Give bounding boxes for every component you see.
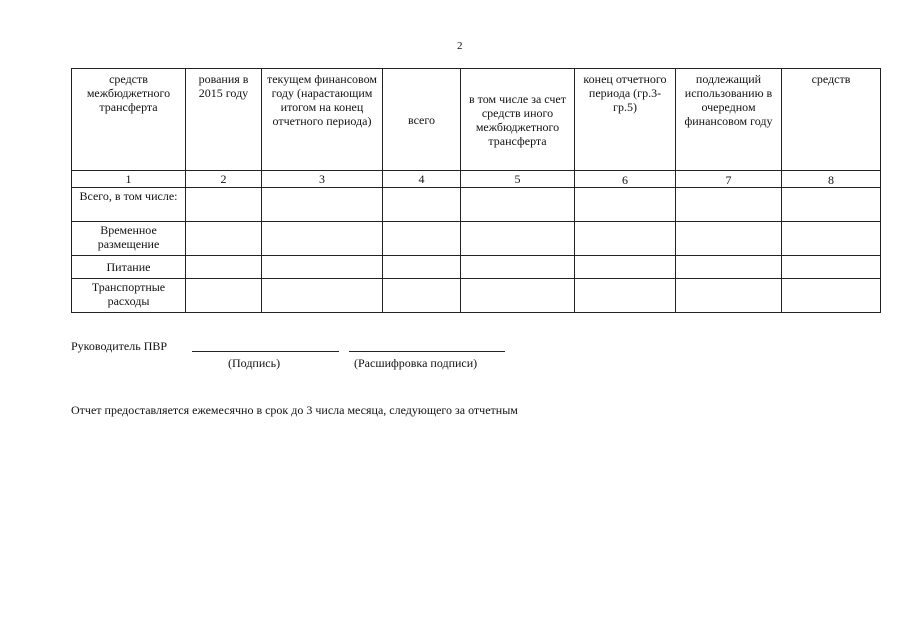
empty-cell [383, 188, 461, 222]
row-label: Питание [72, 256, 186, 279]
column-number: 1 [72, 171, 186, 188]
header-cell-3: текущем финансовом году (нарастающим итогом на конец отчетного периода) [262, 69, 383, 171]
empty-cell [383, 222, 461, 256]
column-number: 3 [262, 171, 383, 188]
column-number: 5 [461, 171, 575, 188]
table-row [72, 256, 881, 279]
signature-decode-line [349, 351, 505, 352]
empty-cell [186, 188, 262, 222]
header-cell-2: рования в 2015 году [186, 69, 262, 171]
header-cell-6: конец отчетного периода (гр.3-гр.5) [575, 69, 676, 171]
empty-cell [575, 279, 676, 313]
signature-line [192, 351, 339, 352]
empty-cell [575, 222, 676, 256]
empty-cell [186, 222, 262, 256]
empty-cell [186, 256, 262, 279]
empty-cell [461, 188, 575, 222]
column-number: 6 [575, 171, 676, 188]
empty-cell [782, 279, 881, 313]
empty-cell [461, 222, 575, 256]
table-row [72, 188, 881, 222]
page-number: 2 [457, 40, 463, 52]
empty-cell [186, 279, 262, 313]
report-note: Отчет предоставляется ежемесячно в срок до 3 числа месяца, следующего за отчетным [71, 403, 518, 417]
empty-cell [782, 222, 881, 256]
header-cell-7: подлежащий использованию в очередном финансовом году [676, 69, 782, 171]
row-label: Временное размещение [72, 222, 186, 256]
column-number: 4 [383, 171, 461, 188]
empty-cell [383, 279, 461, 313]
row-label: Всего, в том числе: [72, 188, 186, 222]
column-number: 2 [186, 171, 262, 188]
header-cell-8: средств [782, 69, 881, 171]
row-label: Транспортные расходы [72, 279, 186, 313]
signature-caption: (Подпись) [228, 356, 281, 370]
report-table [71, 68, 881, 313]
empty-cell [262, 279, 383, 313]
table-row [72, 222, 881, 256]
empty-cell [676, 222, 782, 256]
empty-cell [262, 222, 383, 256]
empty-cell [461, 256, 575, 279]
signature-label: Руководитель ПВР [71, 339, 168, 353]
table-row [72, 279, 881, 313]
empty-cell [575, 256, 676, 279]
empty-cell [383, 256, 461, 279]
empty-cell [676, 188, 782, 222]
column-number-row [72, 171, 881, 188]
empty-cell [262, 256, 383, 279]
empty-cell [676, 256, 782, 279]
empty-cell [575, 188, 676, 222]
header-cell-1: средств межбюджетного трансферта [72, 69, 186, 171]
empty-cell [262, 188, 383, 222]
signature-decode-caption: (Расшифровка подписи) [354, 356, 478, 370]
empty-cell [782, 256, 881, 279]
empty-cell [676, 279, 782, 313]
header-cell-5: в том числе за счет средств иного межбюджетного трансферта [461, 69, 575, 171]
empty-cell [461, 279, 575, 313]
column-number: 8 [782, 171, 881, 188]
table-header-row [72, 69, 881, 171]
empty-cell [782, 188, 881, 222]
column-number: 7 [676, 171, 782, 188]
header-cell-4: всего [383, 69, 461, 171]
